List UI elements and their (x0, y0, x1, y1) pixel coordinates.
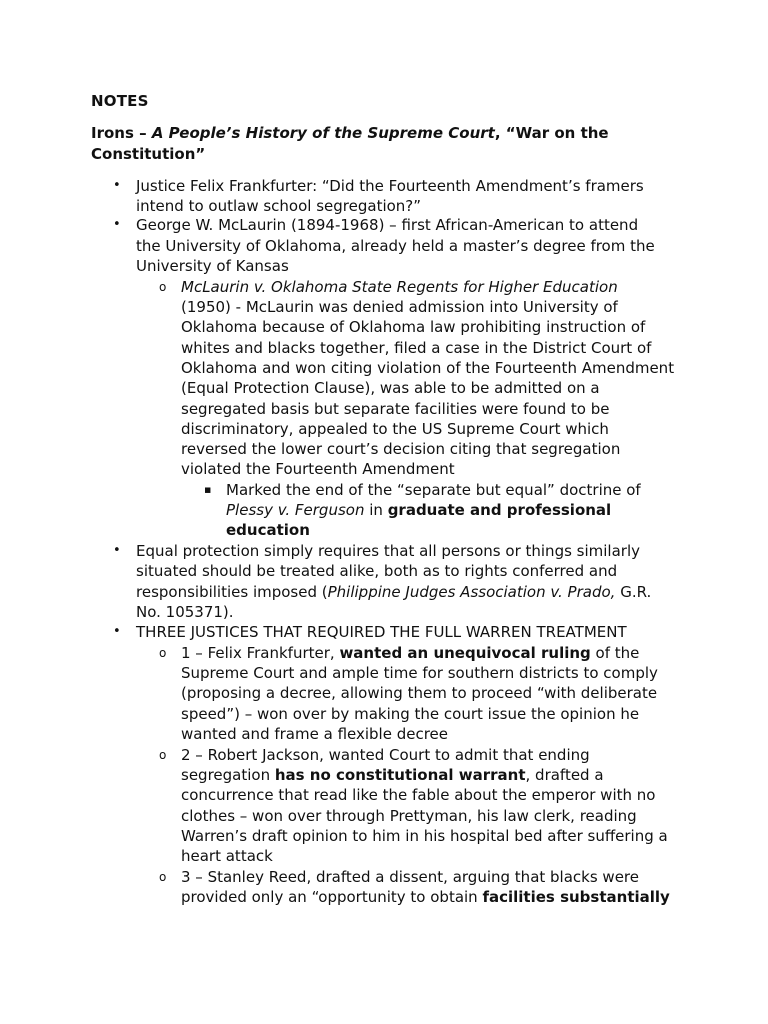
list-item-line: Warren’s draft opinion to him in his hospital bed after suffering a (181, 827, 668, 845)
sub-bullet-marker: o (159, 870, 167, 884)
list-item-line: Oklahoma and won citing violation of the Fourteenth Amendment (181, 359, 675, 377)
case-name-italic: Plessy v. Ferguson (226, 501, 365, 519)
list-item-line: violated the Fourteenth Amendment (181, 460, 455, 478)
list-item-line: clothes – won over through Prettyman, his law clerk, reading (181, 807, 637, 825)
list-item-line: George W. McLaurin (1894-1968) – first African-American to attend (136, 216, 639, 234)
bold-emphasis: facilities substantially (482, 888, 670, 906)
notes-heading: NOTES (91, 92, 149, 110)
list-item-line: situated should be treated alike, both as to rights conferred and (136, 562, 618, 580)
list-item-line (136, 582, 651, 602)
list-item-line: segregated basis but separate facilities were found to be (181, 400, 610, 418)
bullet-marker: • (113, 217, 121, 232)
list-item-line: (proposing a decree, allowing them to proceed “with deliberate (181, 684, 658, 702)
text-span: 1 – Felix Frankfurter, (181, 644, 340, 662)
list-item-line: (Equal Protection Clause), was able to be admitted on a (181, 379, 600, 397)
title-book: A People’s History of the Supreme Court (151, 124, 495, 142)
list-item-line: THREE JUSTICES THAT REQUIRED THE FULL WARREN TREATMENT (136, 623, 627, 641)
document-title (91, 123, 731, 165)
title-suffix: , “War on the (494, 124, 609, 142)
text-span: , drafted a (525, 766, 604, 784)
list-item-line: 3 – Stanley Reed, drafted a dissent, arguing that blacks were (181, 868, 639, 886)
case-name-italic: Philippine Judges Association v. Prado, (327, 583, 616, 601)
bold-emphasis: wanted an unequivocal ruling (339, 644, 591, 662)
case-name (181, 277, 618, 297)
list-item-line: (1950) - McLaurin was denied admission into University of (181, 298, 618, 316)
list-item-line (181, 643, 639, 663)
sub-sub-bullet-marker: ▪ (204, 483, 212, 496)
list-item-line (181, 765, 604, 785)
list-item-line: 2 – Robert Jackson, wanted Court to admit that ending (181, 746, 590, 764)
list-item-line: Oklahoma because of Oklahoma law prohibiting instruction of (181, 318, 646, 336)
bullet-marker: • (113, 543, 121, 558)
list-item-line: whites and blacks together, filed a case in the District Court of (181, 339, 652, 357)
list-item-line: intend to outlaw school segregation?” (136, 197, 422, 215)
list-item-line: Equal protection simply requires that all persons or things similarly (136, 542, 641, 560)
list-item-line: University of Kansas (136, 257, 289, 275)
list-item-line: No. 105371). (136, 603, 234, 621)
text-span: responsibilities imposed ( (136, 583, 328, 601)
bullet-marker: • (113, 624, 121, 639)
list-item-line (226, 520, 310, 540)
list-item-line: discriminatory, appealed to the US Supreme Court which (181, 420, 609, 438)
text-span: in (364, 501, 388, 519)
bullet-marker: • (113, 178, 121, 193)
bold-emphasis: education (226, 521, 310, 539)
list-item-line: concurrence that read like the fable about the emperor with no (181, 786, 656, 804)
bold-emphasis: has no constitutional warrant (274, 766, 526, 784)
list-item-line: Marked the end of the “separate but equal” doctrine of (226, 481, 641, 499)
sub-bullet-marker: o (159, 748, 167, 762)
text-span: provided only an “opportunity to obtain (181, 888, 483, 906)
sub-bullet-marker: o (159, 280, 167, 294)
list-item-line (181, 887, 670, 907)
title-prefix: Irons – (91, 124, 152, 142)
text-span: segregation (181, 766, 275, 784)
sub-bullet-marker: o (159, 646, 167, 660)
text-span: G.R. (615, 583, 652, 601)
list-item-line: heart attack (181, 847, 273, 865)
list-item-line: the University of Oklahoma, already held a master’s degree from the (136, 237, 655, 255)
title-line2: Constitution” (91, 145, 206, 163)
list-item-line: reversed the lower court’s decision citing that segregation (181, 440, 621, 458)
list-item-line: wanted and frame a flexible decree (181, 725, 448, 743)
text-span: of the (590, 644, 640, 662)
case-name-italic: McLaurin v. Oklahoma State Regents for Higher Education (181, 278, 618, 296)
list-item-line: Justice Felix Frankfurter: “Did the Fourteenth Amendment’s framers (136, 177, 644, 195)
bold-emphasis: graduate and professional (387, 501, 612, 519)
list-item-line: Supreme Court and ample time for southern districts to comply (181, 664, 658, 682)
list-item-line (226, 500, 611, 520)
list-item-line: speed”) – won over by making the court issue the opinion he (181, 705, 640, 723)
